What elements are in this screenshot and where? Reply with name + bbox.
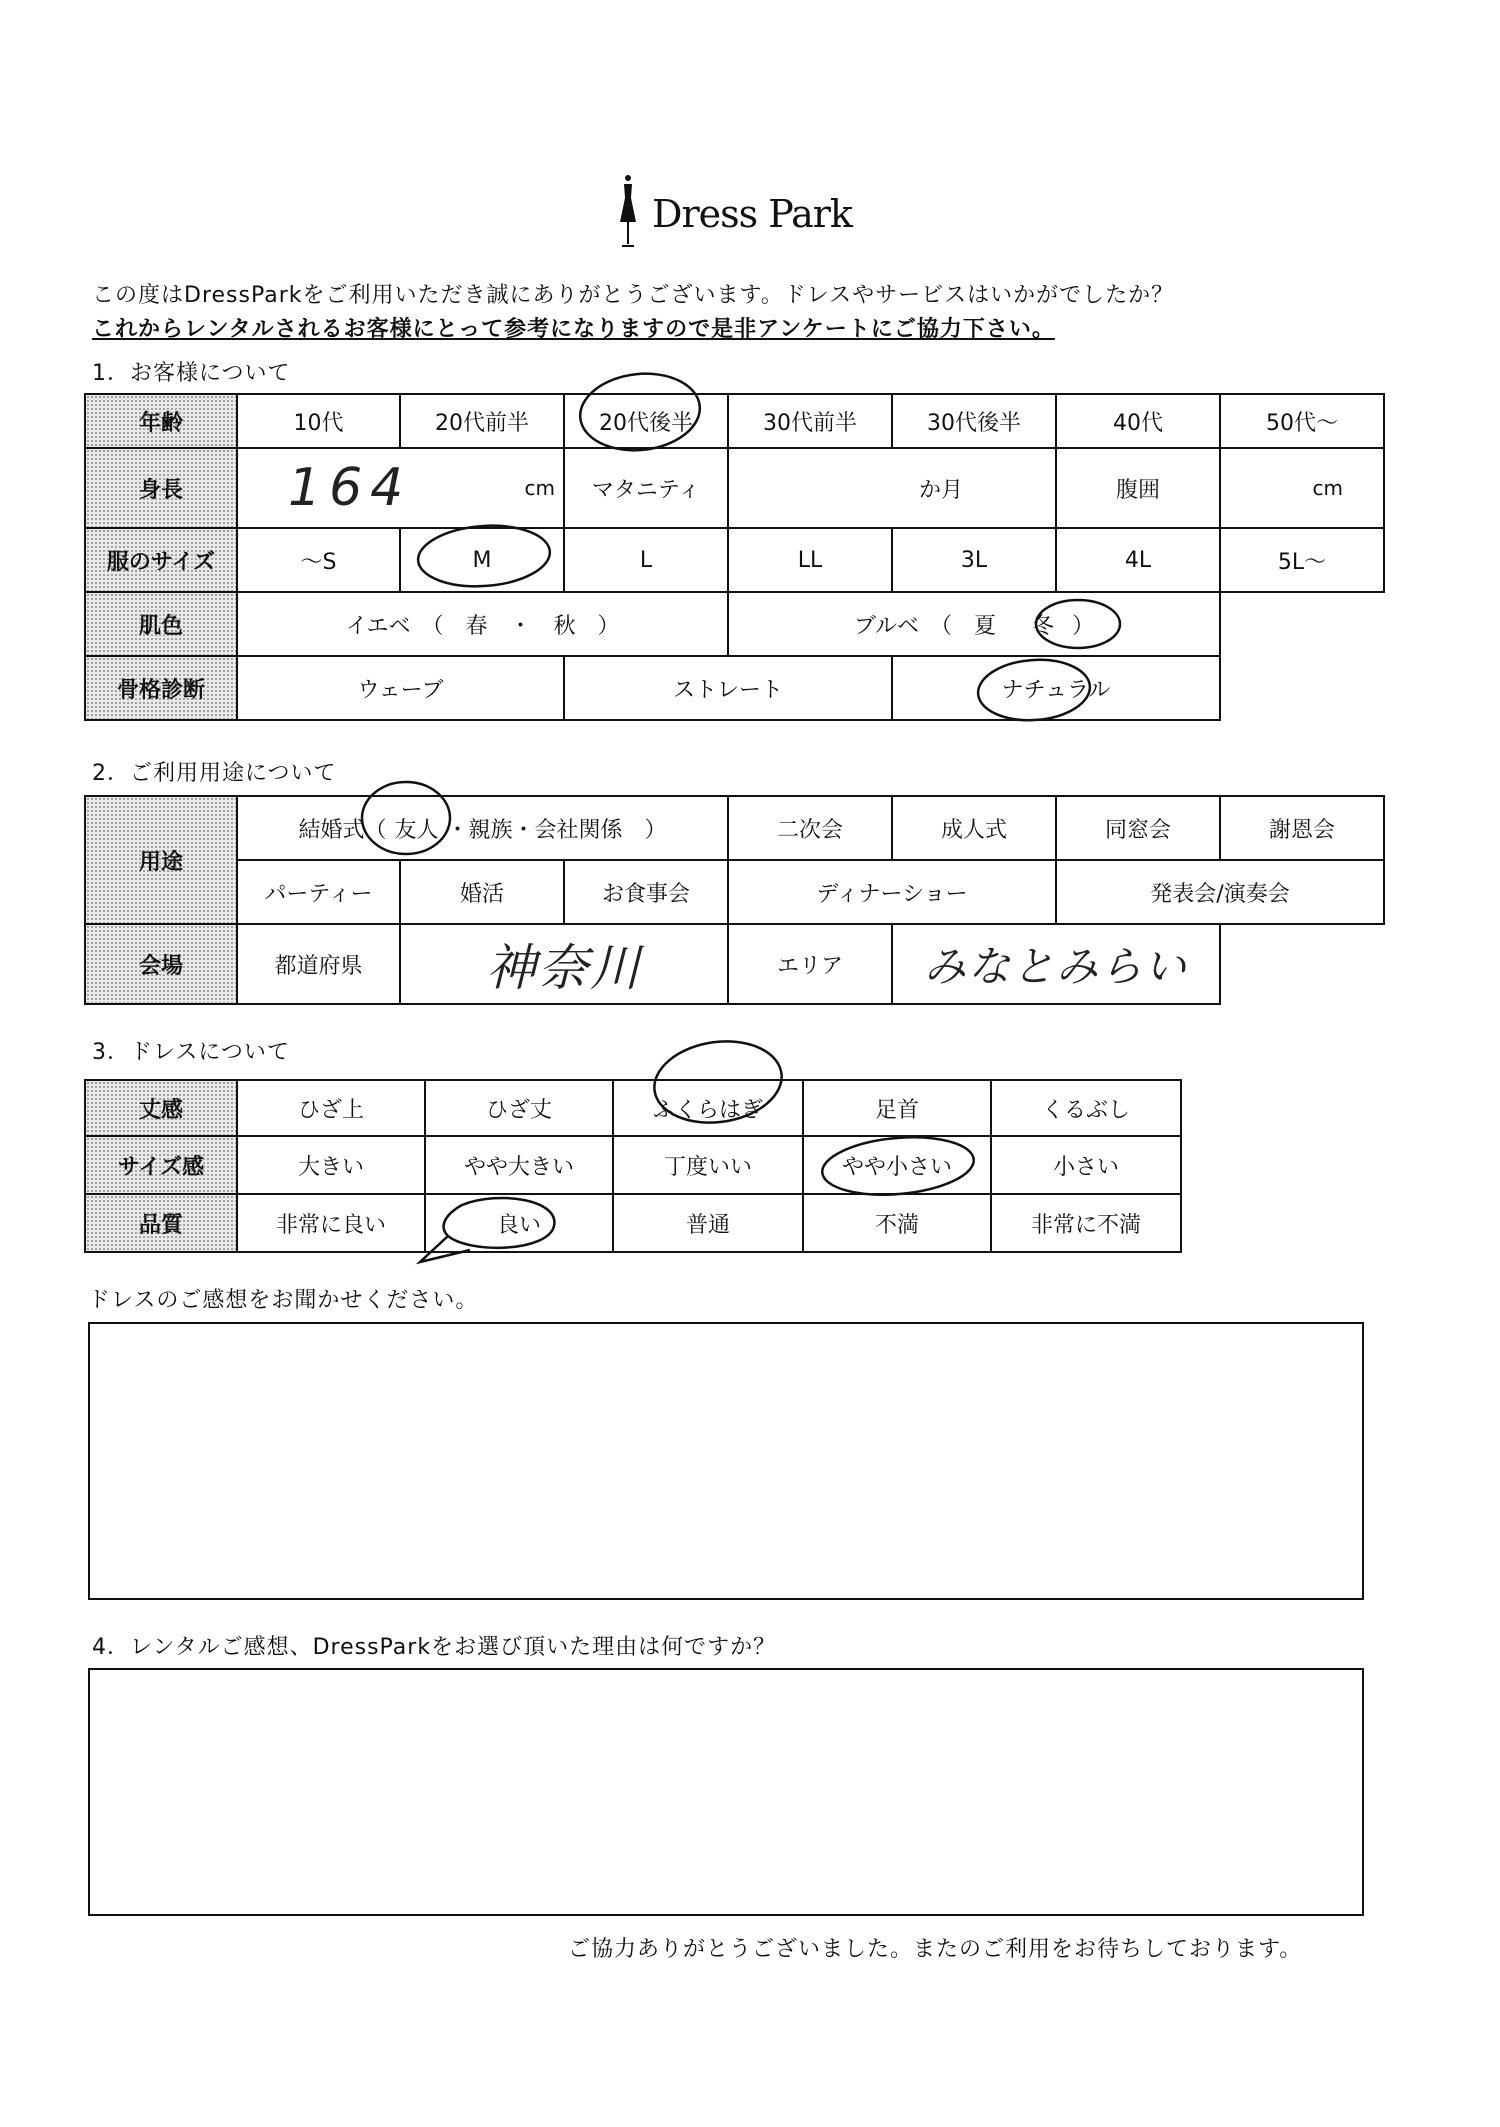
purpose-label: 用途 <box>84 795 238 925</box>
quality-option-selected[interactable]: 良い <box>424 1193 614 1253</box>
rental-comment-box[interactable] <box>88 1668 1364 1916</box>
age-option-selected[interactable]: 20代後半 <box>563 393 729 449</box>
purpose-option[interactable]: 発表会/演奏会 <box>1055 859 1385 925</box>
frame-option[interactable]: ウェーブ <box>236 655 565 721</box>
length-option[interactable]: ひざ丈 <box>424 1079 614 1137</box>
fit-option[interactable]: 小さい <box>990 1135 1182 1195</box>
venue-area-value: みなとみらい <box>923 942 1188 991</box>
venue-pref-value: 神奈川 <box>486 939 642 997</box>
section1-title: 1．お客様について <box>92 361 291 386</box>
height-field[interactable] <box>236 447 565 529</box>
purpose-wedding-suffix: ・親族・会社関係 ） <box>446 817 667 843</box>
venue-pref-label: 都道府県 <box>236 923 401 1005</box>
dress-comment-prompt: ドレスのご感想をお聞かせください。 <box>88 1288 479 1313</box>
skin-yellow-option[interactable]: イエベ （ 春 ・ 秋 ） <box>236 591 729 657</box>
venue-area-field[interactable] <box>891 923 1221 1005</box>
section2-title: 2．ご利用用途について <box>92 761 337 786</box>
waist-label: 腹囲 <box>1055 447 1221 529</box>
purpose-option[interactable]: お食事会 <box>563 859 729 925</box>
age-option[interactable]: 30代後半 <box>891 393 1057 449</box>
quality-option[interactable]: 不満 <box>802 1193 992 1253</box>
purpose-option[interactable]: 謝恩会 <box>1219 795 1385 861</box>
waist-unit: cm <box>1312 476 1343 500</box>
height-label: 身長 <box>84 447 238 529</box>
size-option-selected[interactable]: M <box>399 527 565 593</box>
length-option-selected[interactable]: ふくらはぎ <box>612 1079 804 1137</box>
venue-label: 会場 <box>84 923 238 1005</box>
dress-comment-box[interactable] <box>88 1322 1364 1600</box>
skin-blue-suffix: ） <box>1072 613 1095 639</box>
age-option[interactable]: 20代前半 <box>399 393 565 449</box>
purpose-option[interactable]: 二次会 <box>727 795 893 861</box>
dress-mannequin-icon <box>614 172 654 262</box>
quality-option[interactable]: 普通 <box>612 1193 804 1253</box>
footer-thanks: ご協力ありがとうございました。またのご利用をお待ちしております。 <box>568 1937 1303 1962</box>
skin-blue-winter: 冬 <box>1032 613 1055 639</box>
dresspark-logo <box>614 172 854 262</box>
fit-option-selected[interactable]: やや小さい <box>802 1135 992 1195</box>
purpose-wedding-friend: 友人 <box>394 817 439 843</box>
age-option[interactable]: 30代前半 <box>727 393 893 449</box>
intro-line-2: これからレンタルされるお客様にとって参考になりますので是非アンケートにご協力下さい。 <box>92 317 1055 342</box>
quality-option[interactable]: 非常に不満 <box>990 1193 1182 1253</box>
age-option[interactable]: 40代 <box>1055 393 1221 449</box>
purpose-option[interactable]: 婚活 <box>399 859 565 925</box>
skin-blue-option[interactable] <box>727 591 1221 657</box>
quality-label: 品質 <box>84 1193 238 1253</box>
intro-line-1: この度はDressParkをご利用いただき誠にありがとうございます。ドレスやサービスはいかがでしたか？ <box>92 283 1175 308</box>
fit-option[interactable]: やや大きい <box>424 1135 614 1195</box>
size-label: 服のサイズ <box>84 527 238 593</box>
size-option[interactable]: 3L <box>891 527 1057 593</box>
size-option[interactable]: 5L～ <box>1219 527 1385 593</box>
skin-label: 肌色 <box>84 591 238 657</box>
length-option[interactable]: ひざ上 <box>236 1079 426 1137</box>
quality-option[interactable]: 非常に良い <box>236 1193 426 1253</box>
size-option[interactable]: 4L <box>1055 527 1221 593</box>
height-unit: cm <box>524 476 555 500</box>
purpose-option[interactable]: パーティー <box>236 859 401 925</box>
fit-label: サイズ感 <box>84 1135 238 1195</box>
frame-option-selected[interactable]: ナチュラル <box>891 655 1221 721</box>
age-option[interactable]: 10代 <box>236 393 401 449</box>
fit-option[interactable]: 大きい <box>236 1135 426 1195</box>
height-value: 164 <box>288 458 412 518</box>
length-option[interactable]: くるぶし <box>990 1079 1182 1137</box>
purpose-option[interactable]: ディナーショー <box>727 859 1057 925</box>
length-label: 丈感 <box>84 1079 238 1137</box>
venue-area-label: エリア <box>727 923 893 1005</box>
brand-name: Dress Park <box>652 192 852 236</box>
skin-blue-prefix: ブルベ （ 夏 <box>853 613 997 639</box>
size-option[interactable]: LL <box>727 527 893 593</box>
age-option[interactable]: 50代～ <box>1219 393 1385 449</box>
section4-title: 4．レンタルご感想、DressParkをお選び頂いた理由は何ですか？ <box>92 1635 777 1660</box>
venue-pref-field[interactable] <box>399 923 729 1005</box>
maternity-field[interactable] <box>727 447 1057 529</box>
purpose-option[interactable]: 同窓会 <box>1055 795 1221 861</box>
size-option[interactable]: L <box>563 527 729 593</box>
maternity-unit: か月 <box>919 477 964 503</box>
age-label: 年齢 <box>84 393 238 449</box>
size-option[interactable]: ～S <box>236 527 401 593</box>
frame-label: 骨格診断 <box>84 655 238 721</box>
fit-option[interactable]: 丁度いい <box>612 1135 804 1195</box>
purpose-option[interactable]: 成人式 <box>891 795 1057 861</box>
purpose-wedding-option[interactable] <box>236 795 729 861</box>
waist-field[interactable] <box>1219 447 1385 529</box>
maternity-label: マタニティ <box>563 447 729 529</box>
frame-option[interactable]: ストレート <box>563 655 893 721</box>
section3-title: 3．ドレスについて <box>92 1040 290 1065</box>
purpose-wedding-prefix: 結婚式（ <box>298 817 387 843</box>
length-option[interactable]: 足首 <box>802 1079 992 1137</box>
